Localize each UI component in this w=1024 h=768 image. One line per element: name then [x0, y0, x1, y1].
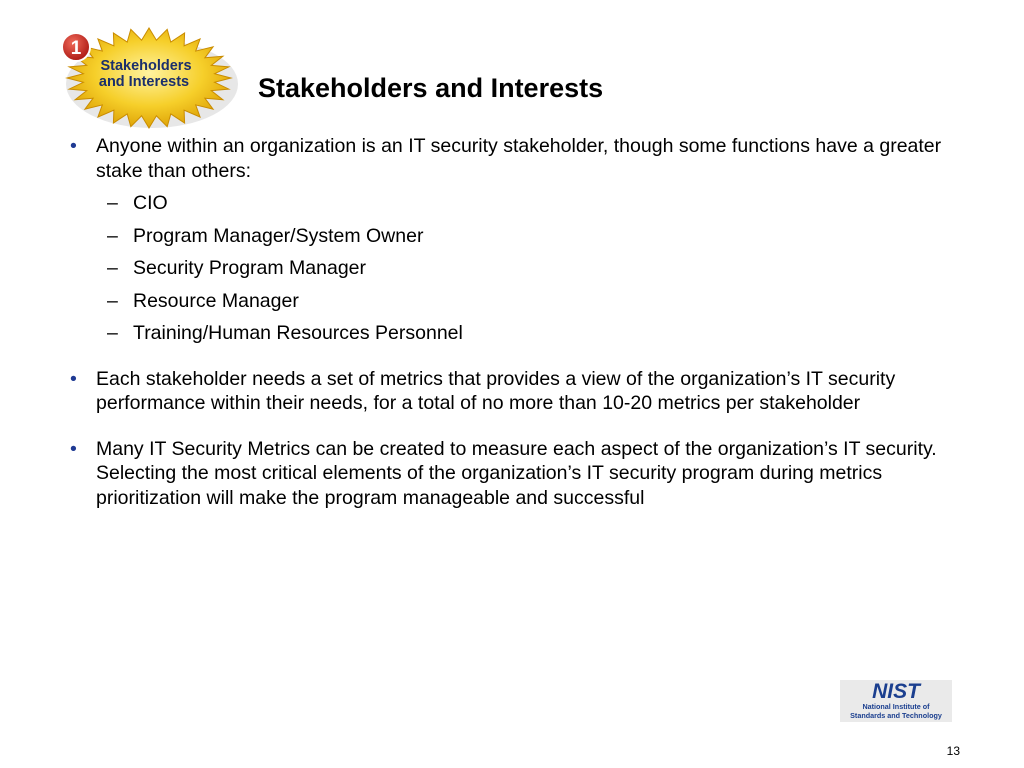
nist-word: NIST: [872, 680, 920, 703]
badge-number: 1: [70, 38, 82, 59]
sub-item: [70, 224, 970, 249]
bullet-item: [70, 437, 970, 511]
bullet-item: [70, 134, 970, 183]
sub-marker: –: [107, 257, 118, 279]
sub-marker: –: [107, 192, 118, 214]
slide-content: [70, 134, 970, 510]
nist-line2: Standards and Technology: [850, 711, 942, 720]
badge-line1: Stakeholders: [100, 58, 192, 74]
sub-item: [70, 289, 970, 314]
sub-marker: –: [107, 322, 118, 344]
sub-item: [70, 321, 970, 346]
bullet-text: Anyone within an organization is an IT security stakeholder, though some functions have a greater stake than others:: [96, 135, 942, 182]
bullet-text: Many IT Security Metrics can be created to measure each aspect of the organization’s IT security. Selecting the most critical elements of the organization’s IT security program during metrics prioritization will make the program manageable and successful: [96, 437, 937, 509]
bullet-marker: •: [70, 135, 77, 157]
nist-line1: National Institute of: [862, 702, 930, 711]
page-number: 13: [946, 744, 960, 758]
sub-text: Resource Manager: [133, 289, 299, 312]
bullet-marker: •: [70, 367, 77, 390]
badge-line2: and Interests: [98, 74, 190, 90]
section-badge: [56, 22, 246, 134]
sub-item: [70, 191, 970, 216]
sub-marker: –: [107, 289, 118, 312]
sub-text: Program Manager/System Owner: [133, 224, 424, 247]
bullet-marker: •: [70, 437, 77, 460]
bullet-text: Each stakeholder needs a set of metrics that provides a view of the organization’s IT security performance within their needs, for a total of no more than 10-20 metrics per stakeholder: [96, 367, 896, 414]
nist-logo: [836, 676, 956, 724]
sub-marker: –: [107, 224, 118, 247]
sub-text: Security Program Manager: [133, 257, 367, 279]
nist-logo-icon: [836, 676, 956, 724]
bullet-item: [70, 367, 970, 416]
sub-text: Training/Human Resources Personnel: [133, 322, 463, 344]
starburst-icon: [56, 22, 246, 134]
sub-text: CIO: [133, 192, 168, 214]
sub-item: [70, 256, 970, 281]
slide-title: Stakeholders and Interests: [258, 73, 604, 103]
